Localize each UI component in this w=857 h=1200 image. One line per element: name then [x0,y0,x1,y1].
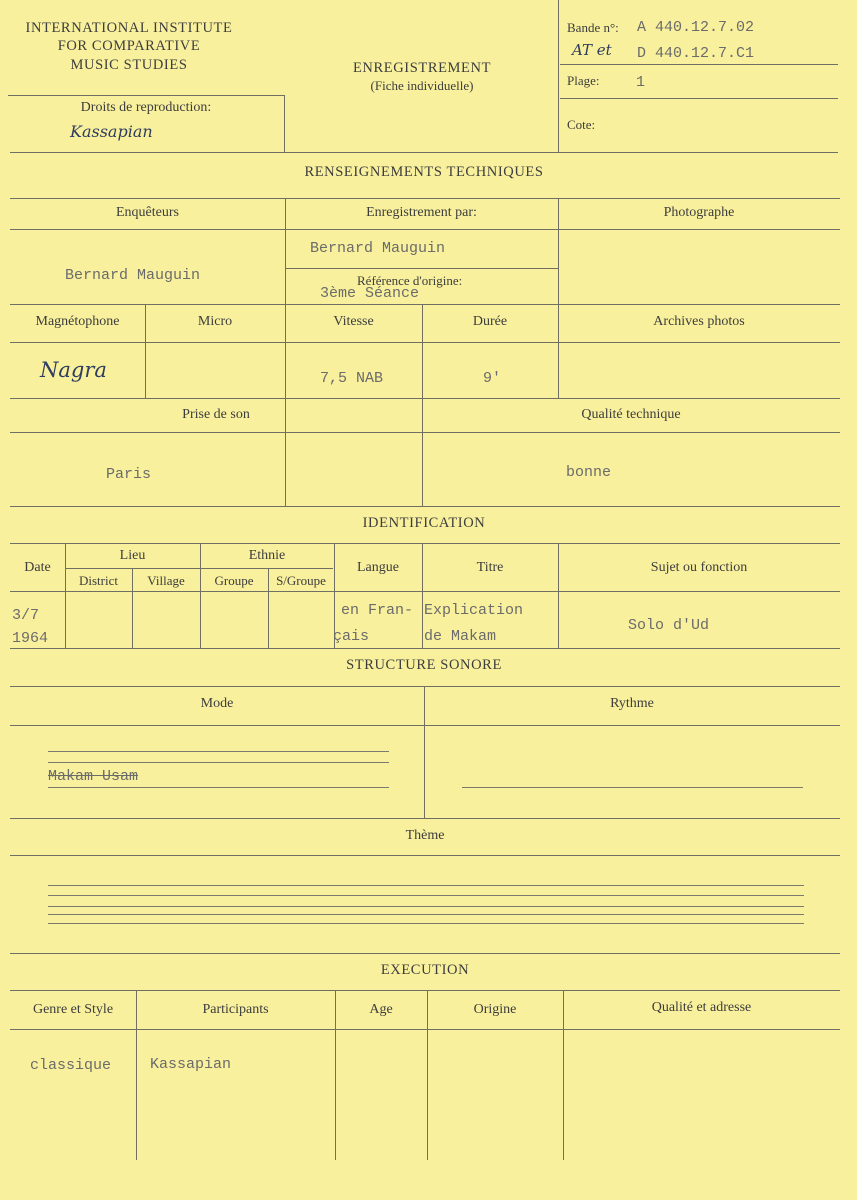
rule [422,543,423,648]
rule [286,268,558,269]
institute-name-line1: INTERNATIONAL INSTITUTE [25,20,233,36]
writing-line [48,923,804,924]
bande-label: Bande n°: [567,20,619,35]
section-title-structure: STRUCTURE SONORE [346,657,502,673]
bande-value: A 440.12.7.02 [637,19,755,36]
writing-line [48,885,804,886]
rule [10,398,840,399]
rule [10,198,840,199]
participants-label: Participants [202,1002,269,1017]
sujet-value: Solo d'Ud [628,617,710,634]
rule [10,342,840,343]
vitesse-label: Vitesse [333,314,374,329]
archives-photos-label: Archives photos [653,314,745,329]
participants-value: Kassapian [150,1056,232,1073]
writing-line [48,762,389,763]
magnetophone-label: Magnétophone [35,314,120,329]
writing-line [462,787,803,788]
writing-line [48,751,389,752]
genre-style-label: Genre et Style [32,1002,114,1017]
rule [558,198,559,398]
rule [10,152,838,153]
village-label: Village [147,573,185,588]
langue-value-line2: çais [333,628,370,645]
rule [10,543,840,544]
rule [10,648,840,649]
rule [10,304,840,305]
rule [422,304,423,506]
rule [560,64,838,65]
sgroupe-label: S/Groupe [276,573,326,588]
qualite-technique-value: bonne [566,464,612,481]
rule [10,953,840,954]
date-label: Date [24,560,51,575]
rule [10,686,840,687]
prise-de-son-value: Paris [106,466,152,483]
titre-value-line2: de Makam [424,628,497,645]
section-title-technique: RENSEIGNEMENTS TECHNIQUES [304,164,544,180]
enqueteurs-value: Bernard Mauguin [65,267,201,284]
rule [10,1029,840,1030]
titre-value-line1: Explication [424,602,524,619]
rule [10,725,840,726]
writing-line [48,906,804,907]
qualite-technique-label: Qualité technique [581,407,681,422]
plage-label: Plage: [567,73,600,88]
date-value-line2: 1964 [12,630,49,647]
rights-label: Droits de reproduction: [80,100,212,115]
bande-extra-handwritten: AT et [572,41,612,59]
writing-line [48,787,389,788]
section-title-execution: EXECUTION [380,962,470,978]
rule [10,855,840,856]
section-title-identification: IDENTIFICATION [362,515,486,531]
date-value-line1: 3/7 [12,607,40,624]
reference-label: Référence d'origine: [357,273,463,288]
district-label: District [79,573,118,588]
rule [558,543,559,648]
writing-line [48,895,804,896]
lieu-label: Lieu [119,548,146,563]
langue-label: Langue [357,560,399,575]
titre-label: Titre [476,560,504,575]
origine-label: Origine [473,1002,517,1017]
prise-de-son-label: Prise de son [182,407,250,422]
langue-value-line1: en Fran- [341,602,414,619]
mode-value: Makam Usam [48,768,139,785]
rights-value: Kassapian [70,122,153,141]
writing-line [48,914,804,915]
institute-name-line2: FOR COMPARATIVE [57,38,201,54]
rule [8,95,284,96]
theme-label: Thème [405,828,445,843]
rythme-label: Rythme [610,696,654,711]
sujet-label: Sujet ou fonction [650,560,748,575]
genre-style-value: classique [30,1057,112,1074]
form-subtitle: (Fiche individuelle) [370,78,474,93]
micro-label: Micro [197,314,233,329]
reference-value: 3ème Séance [320,285,420,302]
rule [10,229,840,230]
rule [65,568,333,569]
rule [285,198,286,506]
groupe-label: Groupe [214,573,254,588]
enregistrement-value: Bernard Mauguin [310,240,446,257]
vitesse-value: 7,5 NAB [320,370,384,387]
ethnie-label: Ethnie [248,548,286,563]
rule [560,98,838,99]
enregistrement-label: Enregistrement par: [366,205,477,220]
age-label: Age [369,1002,393,1017]
institute-name-line3: MUSIC STUDIES [70,57,188,73]
duree-value: 9' [483,370,502,387]
rule [10,591,840,592]
duree-label: Durée [472,314,508,329]
qualite-adresse-label: Qualité et adresse [651,1000,752,1015]
rule [10,432,840,433]
rule [558,0,559,152]
rule [10,506,840,507]
mode-label: Mode [200,696,234,711]
cote-label: Cote: [567,117,596,132]
rule [10,818,840,819]
enqueteurs-label: Enquêteurs [116,205,179,220]
bande-extra-value: D 440.12.7.C1 [637,45,755,62]
photographe-label: Photographe [663,205,735,220]
rule [10,990,840,991]
form-title: ENREGISTREMENT [352,60,492,76]
rule [284,95,285,152]
plage-value: 1 [636,74,646,91]
magnetophone-value: Nagra [40,358,107,382]
